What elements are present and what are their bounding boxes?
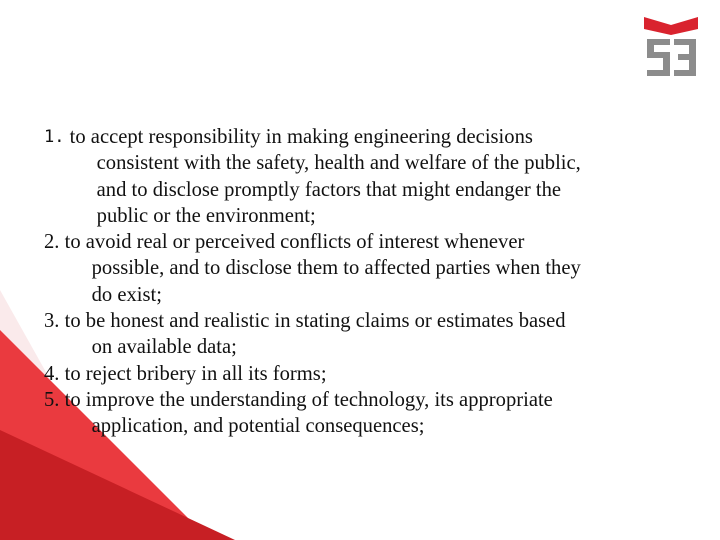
- list-number: 3.: [44, 310, 60, 333]
- list-item: [44, 361, 694, 387]
- list-text-line: to accept responsibility in making engineering decisions: [69, 126, 533, 148]
- list-text-line: to reject bribery in all its forms;: [64, 362, 327, 385]
- list-number: 4.: [44, 362, 60, 385]
- logo-icon: [641, 15, 701, 77]
- list-text-line: possible, and to disclose them to affected parties when they: [91, 257, 581, 280]
- list-number: 1.: [44, 127, 65, 147]
- list-text-line: public or the environment;: [96, 204, 316, 227]
- list-text-line: to be honest and realistic in stating claims or estimates based: [64, 310, 566, 333]
- list-text-line: on available data;: [91, 336, 237, 359]
- list-text-line: do exist;: [91, 283, 162, 306]
- list-text-line: to improve the understanding of technology, its appropriate: [64, 388, 553, 411]
- list-number: 2.: [44, 231, 60, 254]
- list-item: [44, 124, 694, 229]
- list-item: [44, 308, 694, 361]
- list-item: [44, 229, 694, 308]
- numbered-list: [44, 124, 694, 440]
- list-text-line: consistent with the safety, health and welfare of the public,: [96, 152, 581, 175]
- list-text-line: application, and potential consequences;: [91, 415, 425, 438]
- list-text-line: to avoid real or perceived conflicts of interest whenever: [64, 231, 525, 254]
- list-number: 5.: [44, 388, 60, 411]
- list-item: [44, 387, 694, 440]
- list-text-line: and to disclose promptly factors that might endanger the: [96, 178, 562, 201]
